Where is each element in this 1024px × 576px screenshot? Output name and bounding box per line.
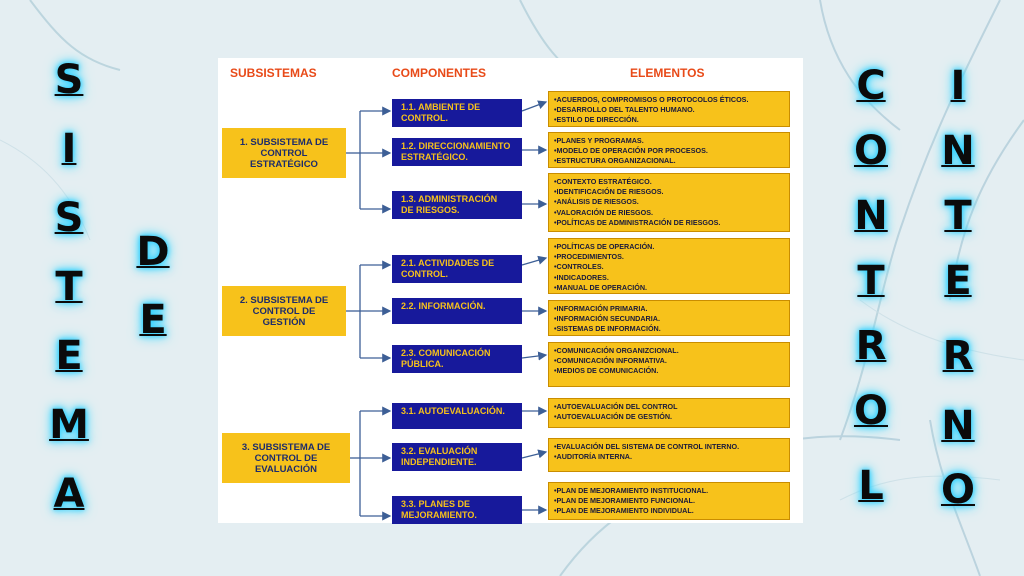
element-item: •PLAN DE MEJORAMIENTO FUNCIONAL. (554, 496, 695, 506)
element-item: •PLAN DE MEJORAMIENTO INDIVIDUAL. (554, 506, 694, 516)
header-componentes: COMPONENTES (392, 66, 487, 80)
element-item: •PLAN DE MEJORAMIENTO INSTITUCIONAL. (554, 486, 709, 495)
subsystem-box: 3. SUBSISTEMA DE CONTROL DE EVALUACIÓN (222, 433, 350, 483)
element-item: •INFORMACIÓN PRIMARIA. (554, 304, 648, 313)
component-box: 3.1. AUTOEVALUACIÓN. (392, 403, 522, 429)
element-item: •POLÍTICAS DE ADMINISTRACIÓN DE RIESGOS. (554, 217, 721, 227)
element-item: •ANÁLISIS DE RIESGOS. (554, 197, 639, 207)
element-item: •MODELO DE OPERACIÓN POR PROCESOS. (554, 146, 708, 156)
title-letter: N (941, 128, 975, 174)
component-box: 1.1. AMBIENTE DE CONTROL. (392, 99, 522, 127)
component-box: 1.2. DIRECCIONAMIENTO ESTRATÉGICO. (392, 138, 522, 166)
title-letter: I (950, 63, 966, 109)
element-item: •ESTILO DE DIRECCIÓN. (554, 115, 639, 125)
element-item: •COMUNICACIÓN INFORMATIVA. (554, 356, 667, 366)
diagram-panel (218, 58, 803, 523)
component-box: 1.3. ADMINISTRACIÓN DE RIESGOS. (392, 191, 522, 219)
element-item: •VALORACIÓN DE RIESGOS. (554, 207, 654, 217)
component-box: 2.2. INFORMACIÓN. (392, 298, 522, 324)
component-box: 3.2. EVALUACIÓN INDEPENDIENTE. (392, 443, 522, 471)
elements-box (548, 438, 790, 472)
element-item: •PROCEDIMIENTOS. (554, 252, 624, 262)
element-item: •IDENTIFICACIÓN DE RIESGOS. (554, 187, 664, 197)
component-box: 2.1. ACTIVIDADES DE CONTROL. (392, 255, 522, 283)
title-letter: O (853, 128, 888, 174)
elements-box (548, 91, 790, 127)
element-item: •MEDIOS DE COMUNICACIÓN. (554, 366, 659, 376)
element-item: •INDICADORES. (554, 272, 609, 282)
elements-box (548, 173, 790, 232)
title-letter: O (853, 388, 888, 434)
elements-box (548, 238, 790, 294)
element-item: •ACUERDOS, COMPROMISOS O PROTOCOLOS ÉTICOS. (554, 95, 749, 104)
title-letter: R (942, 333, 974, 379)
element-item: •CONTROLES. (554, 262, 604, 272)
header-elementos: ELEMENTOS (630, 66, 705, 80)
component-box: 3.3. PLANES DE MEJORAMIENTO. (392, 496, 522, 524)
title-letter: D (136, 229, 170, 275)
element-item: •AUDITORÍA INTERNA. (554, 452, 632, 462)
elements-box (548, 132, 790, 168)
element-item: •PLANES Y PROGRAMAS. (554, 136, 644, 145)
title-letter: E (139, 297, 167, 343)
title-letter: O (940, 467, 975, 513)
elements-box (548, 398, 790, 428)
element-item: •POLÍTICAS DE OPERACIÓN. (554, 242, 655, 251)
title-letter: M (49, 402, 89, 448)
title-letter: L (858, 463, 884, 509)
title-letter: R (855, 323, 887, 369)
component-box: 2.3. COMUNICACIÓN PÚBLICA. (392, 345, 522, 373)
element-item: •MANUAL DE OPERACIÓN. (554, 282, 648, 292)
element-item: •AUTOEVALUACIÓN DE GESTIÓN. (554, 412, 673, 422)
element-item: •INFORMACIÓN SECUNDARIA. (554, 314, 660, 324)
title-letter: T (857, 258, 885, 304)
title-letter: I (61, 126, 77, 172)
elements-box (548, 342, 790, 387)
title-letter: N (854, 193, 888, 239)
element-item: •COMUNICACIÓN ORGANIZCIONAL. (554, 346, 679, 355)
title-letter: C (856, 63, 886, 109)
element-item: •ESTRUCTURA ORGANIZACIONAL. (554, 156, 676, 166)
elements-box (548, 482, 790, 520)
title-letter: T (55, 264, 83, 310)
elements-box (548, 300, 790, 336)
header-subsistemas: SUBSISTEMAS (230, 66, 317, 80)
title-letter: S (54, 195, 84, 241)
subsystem-box: 2. SUBSISTEMA DE CONTROL DE GESTIÓN (222, 286, 346, 336)
title-letter: S (54, 57, 84, 103)
title-letter: E (55, 333, 83, 379)
title-letter: T (944, 193, 972, 239)
title-letter: N (941, 403, 975, 449)
element-item: •EVALUACIÓN DEL SISTEMA DE CONTROL INTERNO. (554, 442, 740, 451)
title-letter: A (53, 471, 85, 517)
element-item: •DESARROLLO DEL TALENTO HUMANO. (554, 105, 695, 115)
element-item: •SISTEMAS DE INFORMACIÓN. (554, 324, 661, 334)
title-letter: E (944, 258, 972, 304)
element-item: •AUTOEVALUACIÓN DEL CONTROL (554, 402, 678, 411)
subsystem-box: 1. SUBSISTEMA DE CONTROL ESTRATÉGICO (222, 128, 346, 178)
element-item: •CONTEXTO ESTRATÉGICO. (554, 177, 652, 186)
